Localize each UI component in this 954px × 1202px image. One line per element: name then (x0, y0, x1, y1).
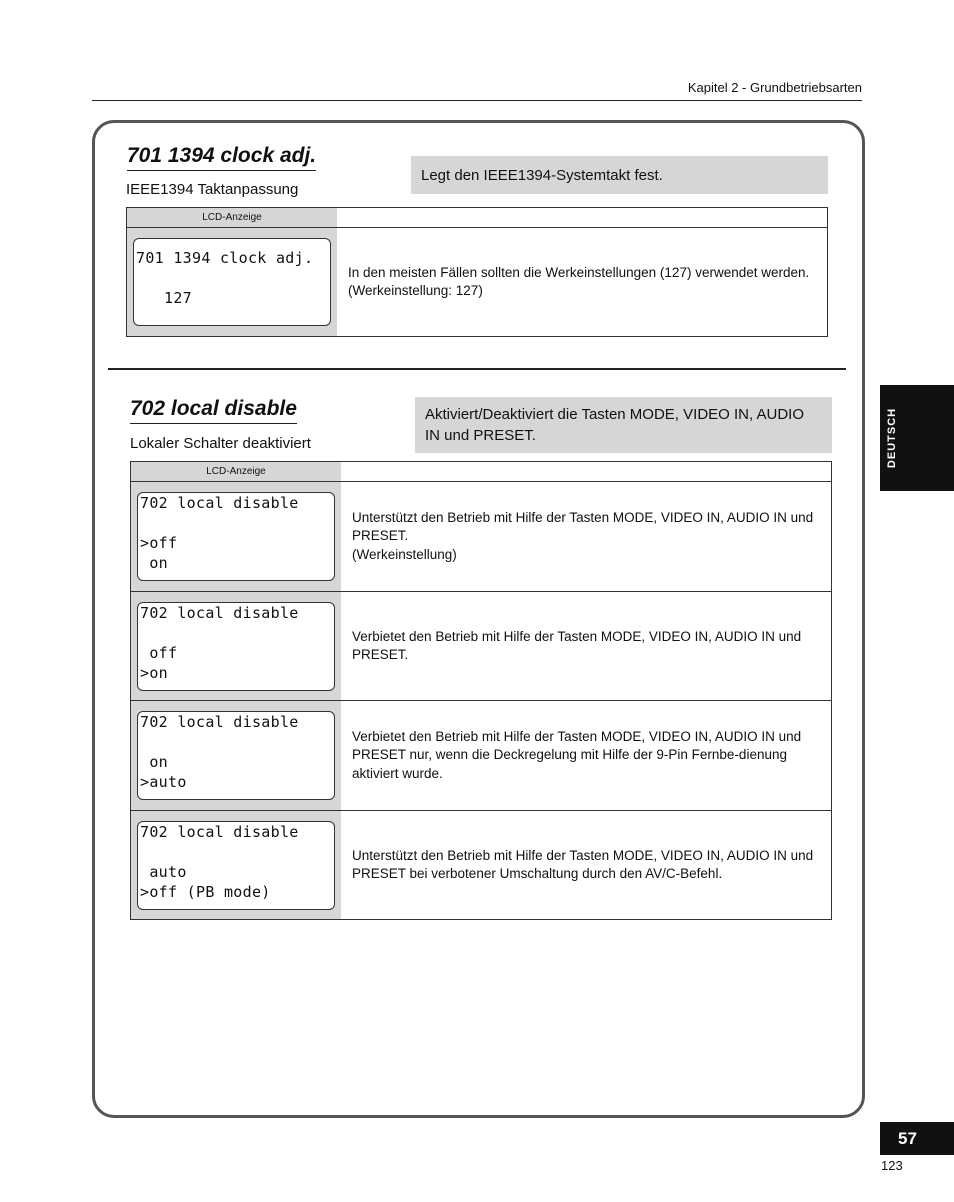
row-description (337, 228, 827, 336)
table-row (127, 228, 827, 336)
row-description-text: Verbietet den Betrieb mit Hilfe der Tasten MODE, VIDEO IN, AUDIO IN und PRESET nur, wenn die Deckregelung mit Hilfe der 9-Pin Fernbe-dienung aktiviert wurde. (352, 728, 802, 781)
section-702-subtitle: Lokaler Schalter deaktiviert (130, 435, 311, 452)
lcd-display (133, 238, 331, 326)
row-description-text: Unterstützt den Betrieb mit Hilfe der Tasten MODE, VIDEO IN, AUDIO IN und PRESET bei verbotener Umschaltung durch den AV/C-Befehl. (352, 847, 814, 881)
section-701-title: 701 1394 clock adj. (127, 144, 316, 171)
lcd-cell (127, 228, 337, 336)
lcd-cell (131, 811, 341, 919)
lcd-line: >on (140, 664, 168, 682)
chapter-title: Kapitel 2 - Grundbetriebsarten (687, 80, 862, 95)
lcd-line: off (140, 644, 178, 662)
table-row (131, 482, 831, 592)
row-description-text: In den meisten Fällen sollten die Werkeinstellungen (127) verwendet werden. (Werkeinstellung: 127) (348, 264, 810, 298)
lcd-line: 702 local disable (140, 713, 299, 731)
table-header (127, 208, 827, 228)
lcd-line: on (140, 753, 168, 771)
lcd-cell (131, 701, 341, 810)
lcd-line: 127 (136, 289, 192, 307)
lcd-line: 701 1394 clock adj. (136, 249, 314, 267)
lcd-display (137, 711, 335, 800)
lcd-display (137, 492, 335, 581)
section-701-description: Legt den IEEE1394-Systemtakt fest. (411, 156, 828, 194)
table-header-lcd: LCD-Anzeige (127, 208, 337, 227)
lcd-line: 702 local disable (140, 823, 299, 841)
lcd-line: >auto (140, 773, 187, 791)
row-description-text: Verbietet den Betrieb mit Hilfe der Tasten MODE, VIDEO IN, AUDIO IN und PRESET. (352, 628, 802, 662)
lcd-display (137, 821, 335, 910)
language-tab-label: DEUTSCH (886, 407, 898, 469)
lcd-cell (131, 482, 341, 591)
page-number: 57 (880, 1122, 954, 1155)
lcd-cell (131, 592, 341, 700)
chapter-header (92, 80, 862, 101)
table-row (131, 701, 831, 811)
row-description (341, 592, 831, 700)
row-description (341, 701, 831, 810)
lcd-line: >off (PB mode) (140, 883, 271, 901)
section-701-subtitle: IEEE1394 Taktanpassung (126, 181, 299, 198)
row-description-text: Unterstützt den Betrieb mit Hilfe der Tasten MODE, VIDEO IN, AUDIO IN und PRESET. (Werkeinstellung) (352, 509, 814, 562)
lcd-line: 702 local disable (140, 494, 299, 512)
table-header-lcd: LCD-Anzeige (131, 462, 341, 481)
row-description (341, 482, 831, 591)
section-701-table (126, 207, 828, 337)
table-row (131, 811, 831, 919)
lcd-display (137, 602, 335, 691)
page-sub-number: 123 (881, 1158, 903, 1173)
lcd-line: 702 local disable (140, 604, 299, 622)
table-row (131, 592, 831, 701)
language-tab (880, 385, 954, 491)
table-header (131, 462, 831, 482)
row-description (341, 811, 831, 919)
section-702-title: 702 local disable (130, 397, 297, 424)
lcd-line: >off (140, 534, 178, 552)
section-702-table (130, 461, 832, 920)
lcd-line: on (140, 554, 168, 572)
lcd-line: auto (140, 863, 187, 881)
section-702-description: Aktiviert/Deaktiviert die Tasten MODE, VIDEO IN, AUDIO IN und PRESET. (415, 397, 832, 453)
section-divider (108, 368, 846, 370)
